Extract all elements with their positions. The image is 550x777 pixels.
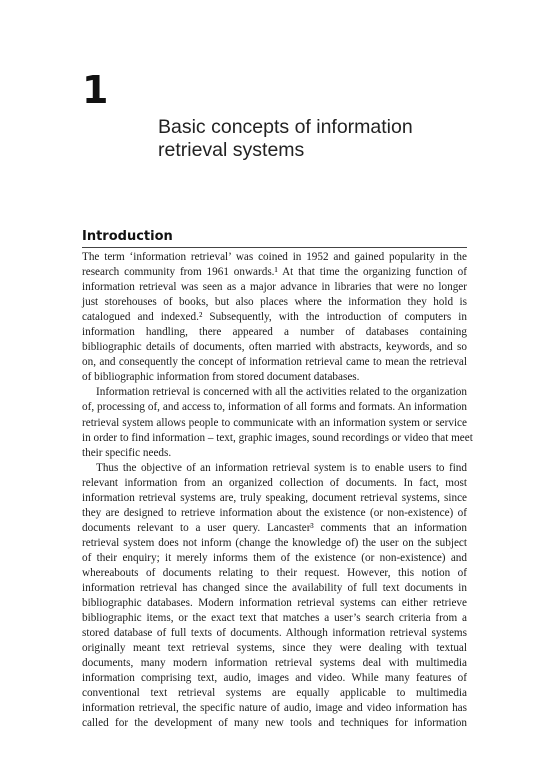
text-line: information retrieval was seen as a major advance in libraries that were no longer: [82, 281, 467, 294]
text-line: originally meant text retrieval systems, since they were dealing with textual: [82, 642, 467, 655]
text-line: conventional text retrieval systems are equally applicable to multimedia: [82, 687, 467, 700]
text-line: Information retrieval is concerned with all the activities related to the organization: [96, 386, 467, 399]
text-line: information retrieval, the specific nature of audio, image and video information has: [82, 702, 467, 715]
chapter-number: 1: [82, 68, 109, 112]
text-line: research community from 1961 onwards.¹ At that time the organizing function of: [82, 266, 467, 279]
text-line: they are designed to retrieve information about the existence (or non-existence) of: [82, 506, 467, 519]
text-line: retrieval system does not inform (change the knowledge of) the user on the subject: [82, 536, 467, 549]
text-line: of bibliographic information from stored document databases.: [82, 371, 360, 384]
text-line: relevant information from an organized collection of documents. In fact, most: [82, 476, 467, 489]
text-line: just storehouses of books, but also places where the information they hold is: [82, 296, 467, 309]
body-text: [82, 250, 473, 732]
text-line: catalogued and indexed.² Subsequently, with the introduction of computers in: [82, 311, 467, 324]
text-line: called for the development of many new tools and techniques for information: [82, 717, 467, 730]
text-line: bibliographic details of documents, often married with abstracts, keywords, and so: [82, 341, 467, 354]
section-heading: Introduction: [82, 229, 467, 248]
text-line: whereabouts of documents relating to their request. However, this notion of: [82, 566, 467, 579]
text-line: Thus the objective of an information retrieval system is to enable users to find: [96, 461, 467, 474]
text-line: their specific needs.: [82, 446, 172, 459]
text-line: information retrieval systems are, truly speaking, document retrieval systems, since: [82, 491, 467, 504]
text-line: bibliographic databases. Modern information retrieval systems can either retrieve: [82, 597, 467, 610]
chapter-title: [158, 116, 488, 162]
text-line: documents relevant to a user query. Lancaster³ comments that an information: [82, 521, 467, 534]
text-line: retrieval system allows people to communicate with an information system or service: [82, 416, 467, 429]
text-line: The term ‘information retrieval’ was coined in 1952 and gained popularity in the: [82, 251, 467, 263]
chapter-title-line: retrieval systems: [158, 139, 305, 161]
text-line: stored database of full texts of documents. Although information retrieval systems: [82, 627, 467, 640]
text-line: of, processing of, and access to, information of all forms and formats. An information: [82, 401, 467, 414]
text-line: information handling, there appeared a number of databases containing: [82, 326, 467, 339]
text-line: bibliographic items, or the exact text that matches a user’s search criteria from a: [82, 612, 467, 625]
text-line: of their enquiry; it merely informs them of the existence (or non-existence) and: [82, 551, 467, 564]
text-line: documents, many modern information retrieval systems deal with multimedia: [82, 657, 467, 670]
text-line: information comprising text, audio, images and video. While many features of: [82, 672, 467, 685]
text-line: on, and consequently the concept of information retrieval came to mean the retrieval: [82, 356, 467, 369]
chapter-title-line: Basic concepts of information: [158, 116, 413, 138]
text-line: information retrieval has changed since the availability of full text documents in: [82, 582, 467, 595]
text-line: in order to find information – text, graphic images, sound recordings or video that meet: [82, 431, 473, 444]
